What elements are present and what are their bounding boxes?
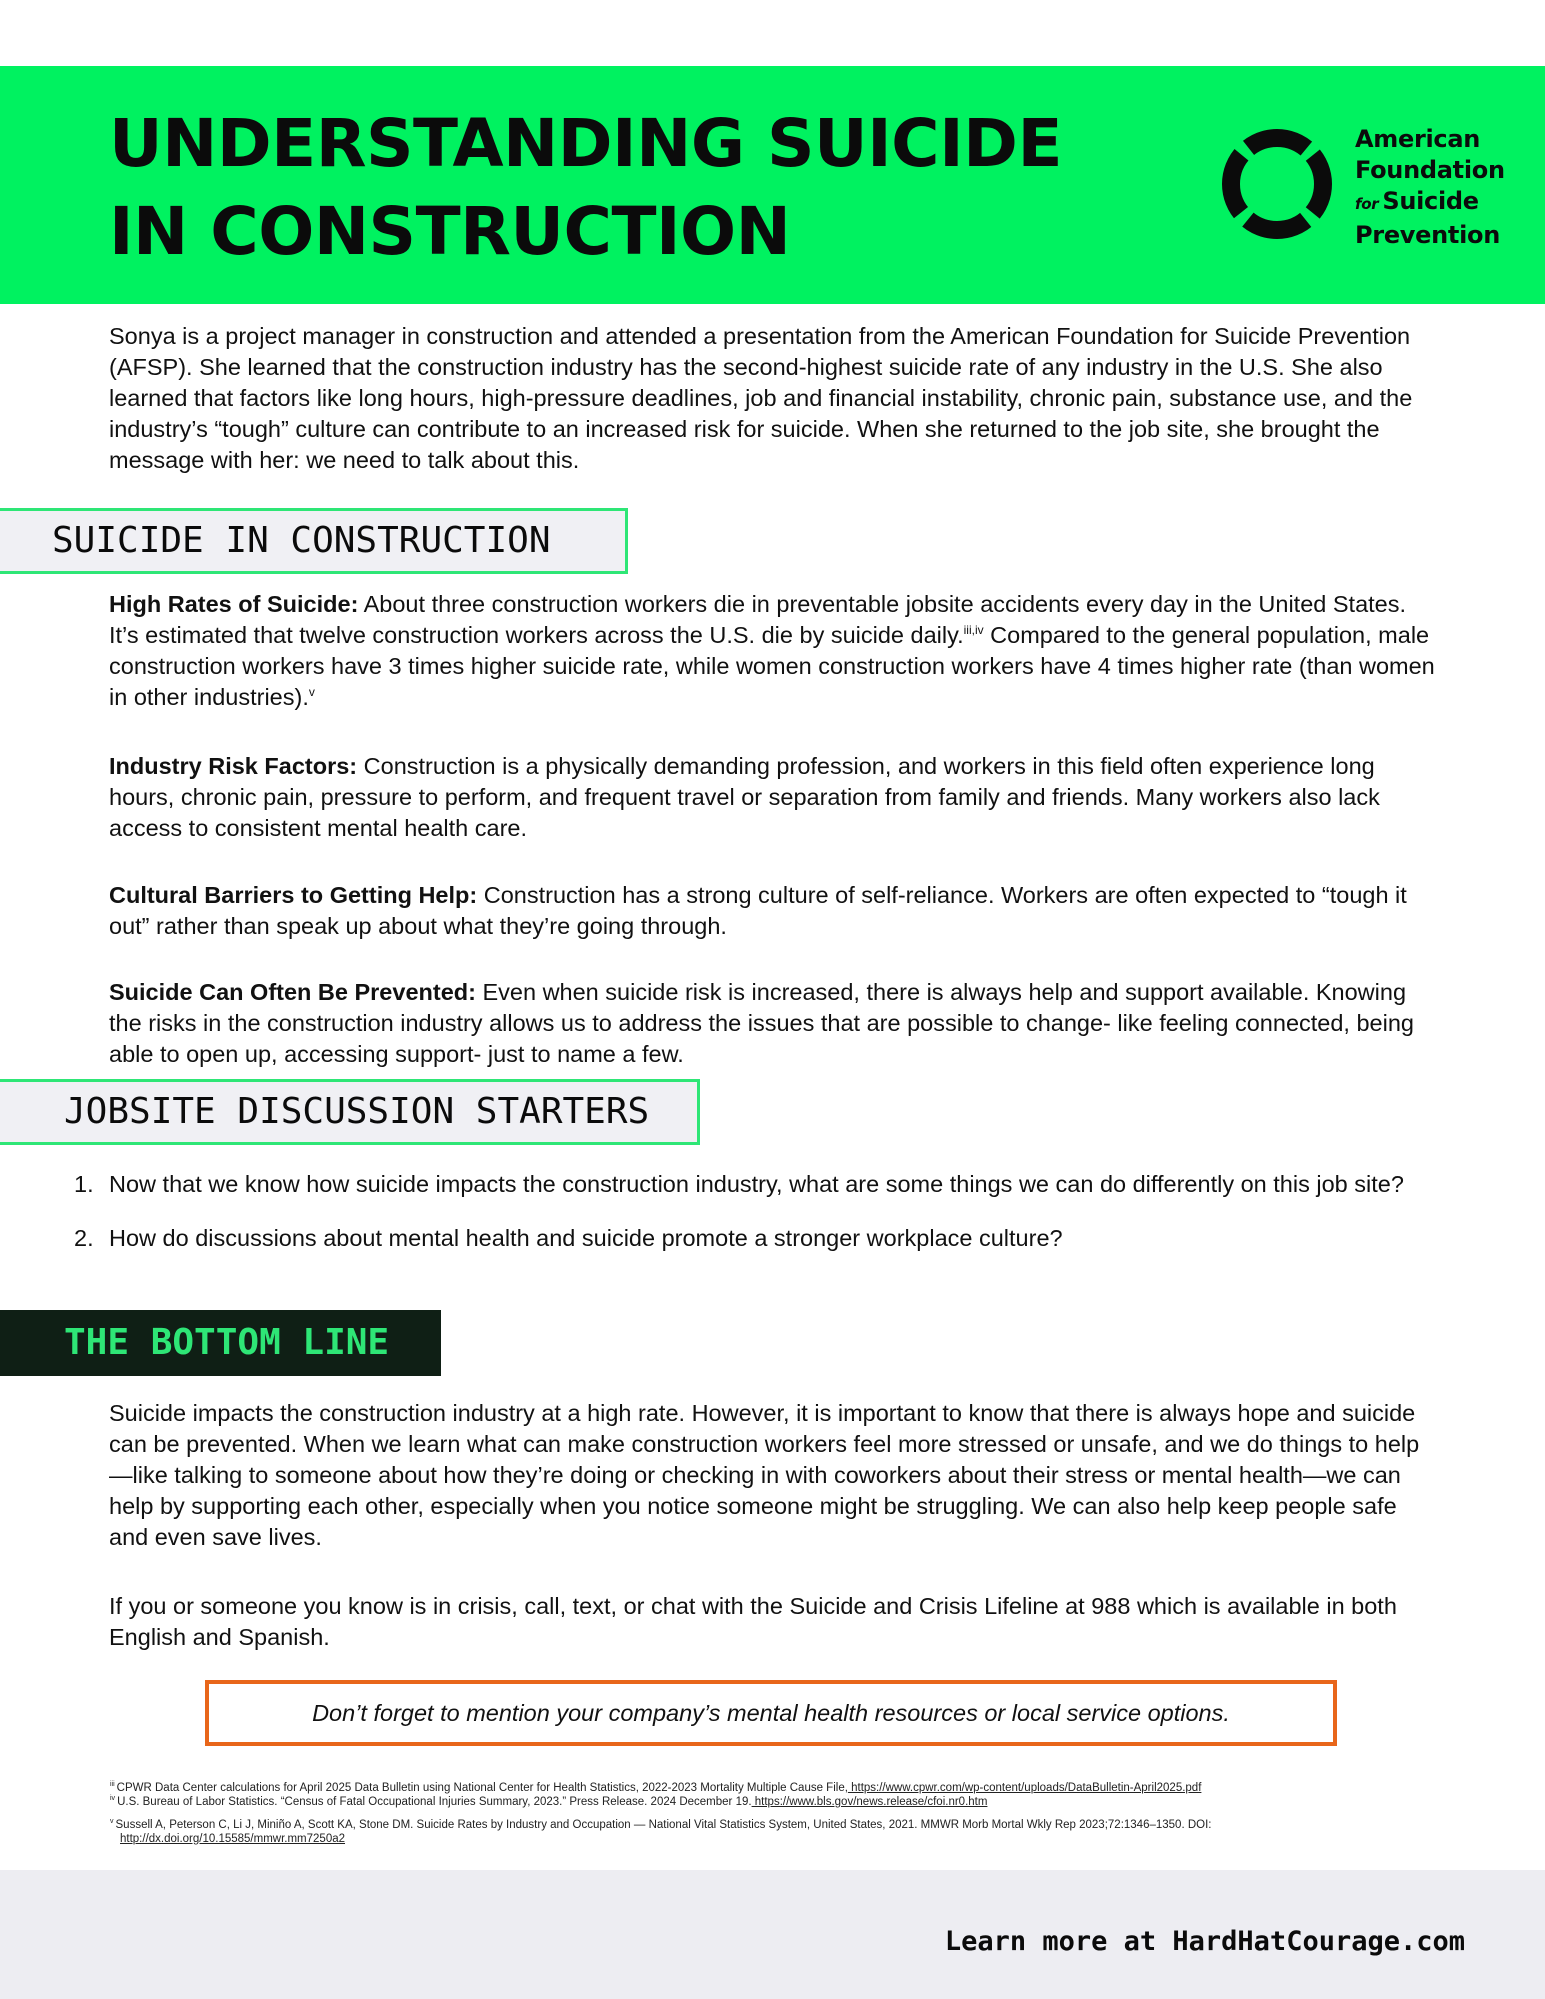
fact-text: Even when suicide risk is increased, there is always help and support available. Knowing the risks in the construction industry allows us to address the issues that are possible to change- like feeling connected, being able to open up, accessing support- just to name a few.: [109, 979, 1414, 1067]
logo-line-3-text: Suicide: [1382, 187, 1479, 215]
fact-text: About three construction workers die in preventable jobsite accidents every day in the United States. It’s estimated that twelve construction workers across the U.S. die by suicide daily.: [109, 591, 1407, 648]
logo-line-4: Prevention: [1355, 221, 1500, 249]
footer-learn-more[interactable]: Learn more at HardHatCourage.com: [944, 1926, 1465, 1957]
fact-risk-factors: [109, 751, 1439, 844]
citation-marker: v: [308, 685, 315, 700]
footnote-marker: iv: [110, 1795, 116, 1802]
footnote-marker: v: [110, 1818, 114, 1825]
lifebuoy-icon: [1220, 127, 1334, 241]
citation-marker: iii,iv: [963, 623, 984, 638]
page-title: [109, 100, 1062, 276]
footnote: [110, 1815, 1350, 1846]
bottom-line-paragraph: Suicide impacts the construction industry at a high rate. However, it is important to know that there is always hope and suicide can be prevented. When we learn what can make construction workers feel more stressed or unsafe, and we do things to help—like talking to someone about how they’re doing or checking in with coworkers about their stress or mental health—we can help by supporting each other, especially when you notice someone might be struggling. We can also help keep people safe and even save lives.: [109, 1400, 1420, 1550]
title-line-2: IN CONSTRUCTION: [109, 193, 791, 270]
fact-label: Suicide Can Often Be Prevented:: [109, 979, 476, 1005]
fact-text: Construction is a physically demanding profession, and workers in this field often experience long hours, chronic pain, pressure to perform, and frequent travel or separation from family and friends. Many workers also lack access to consistent mental health care.: [109, 753, 1380, 841]
section-heading-bottom-line: THE BOTTOM LINE: [0, 1310, 441, 1376]
footnote-text: Sussell A, Peterson C, Li J, Miniño A, Scott KA, Stone DM. Suicide Rates by Industry and Occupation — National Vital Statistics System, United States, 2021. MMWR Morb Mortal Wkly Rep 2023;72:1346–1350. DOI:: [115, 1818, 1212, 1831]
intro-paragraph: Sonya is a project manager in construction and attended a presentation from the American Foundation for Suicide Prevention (AFSP). She learned that the construction industry has the second-highest suicide rate of any industry in the U.S. She also learned that factors like long hours, high-pressure deadlines, job and financial instability, chronic pain, substance use, and the industry’s “tough” culture can contribute to an increased risk for suicide. When she returned to the job site, she brought the message with her: we need to talk about this.: [109, 323, 1413, 473]
afsp-logo: [1220, 124, 1545, 254]
logo-line-1: American: [1355, 125, 1481, 153]
list-item: [70, 1222, 1450, 1255]
section-heading-discussion-starters: JOBSITE DISCUSSION STARTERS: [0, 1079, 700, 1145]
footnote-link[interactable]: https://www.bls.gov/news.release/cfoi.nr0.htm: [751, 1795, 988, 1808]
fact-prevention: [109, 977, 1439, 1070]
list-number: 1.: [74, 1171, 94, 1197]
fact-text: Compared to the general population, male construction workers have 3 times higher suicide rate, while women construction workers have 4 times higher rate (than women in other industries).: [109, 622, 1435, 710]
title-line-1: UNDERSTANDING SUICIDE: [109, 105, 1063, 182]
list-text: How do discussions about mental health and suicide promote a stronger workplace culture?: [109, 1225, 1063, 1251]
footnote: [110, 1792, 1460, 1809]
fact-label: High Rates of Suicide:: [109, 591, 359, 617]
footer-bar: [0, 1870, 1545, 1999]
logo-wordmark: [1355, 124, 1505, 251]
footnote-marker: iii: [110, 1781, 115, 1788]
footnote-link[interactable]: http://dx.doi.org/10.15585/mmwr.mm7250a2: [120, 1832, 346, 1845]
crisis-lifeline-paragraph: If you or someone you know is in crisis, call, text, or chat with the Suicide and Crisis Lifeline at 988 which is available in both English and Spanish.: [109, 1593, 1397, 1650]
list-item: [70, 1168, 1450, 1201]
fact-text: Construction has a strong culture of self-reliance. Workers are often expected to “tough it out” rather than speak up about what they’re going through.: [109, 882, 1407, 939]
footnote-link[interactable]: https://www.cpwr.com/wp-content/uploads/DataBulletin-April2025.pdf: [847, 1781, 1202, 1794]
fact-high-rates: [109, 589, 1439, 713]
fact-cultural-barriers: [109, 880, 1439, 942]
logo-for: for: [1355, 195, 1379, 213]
footnote-text: U.S. Bureau of Labor Statistics. “Census of Fatal Occupational Injuries Summary, 2023.” Press Release. 2024 December 19.: [117, 1795, 752, 1808]
discussion-list: [70, 1168, 1450, 1255]
footnote-text: CPWR Data Center calculations for April 2025 Data Bulletin using National Center for Health Statistics, 2022-2023 Mortality Multiple Cause File,: [116, 1781, 848, 1794]
logo-line-3: [1355, 186, 1505, 220]
list-number: 2.: [74, 1225, 94, 1251]
reminder-callout: Don’t forget to mention your company’s mental health resources or local service options.: [205, 1680, 1337, 1746]
fact-label: Industry Risk Factors:: [109, 753, 358, 779]
logo-line-2: Foundation: [1355, 156, 1505, 184]
section-heading-suicide-in-construction: SUICIDE IN CONSTRUCTION: [0, 508, 628, 574]
list-text: Now that we know how suicide impacts the construction industry, what are some things we can do differently on this job site?: [109, 1171, 1404, 1197]
fact-label: Cultural Barriers to Getting Help:: [109, 882, 478, 908]
